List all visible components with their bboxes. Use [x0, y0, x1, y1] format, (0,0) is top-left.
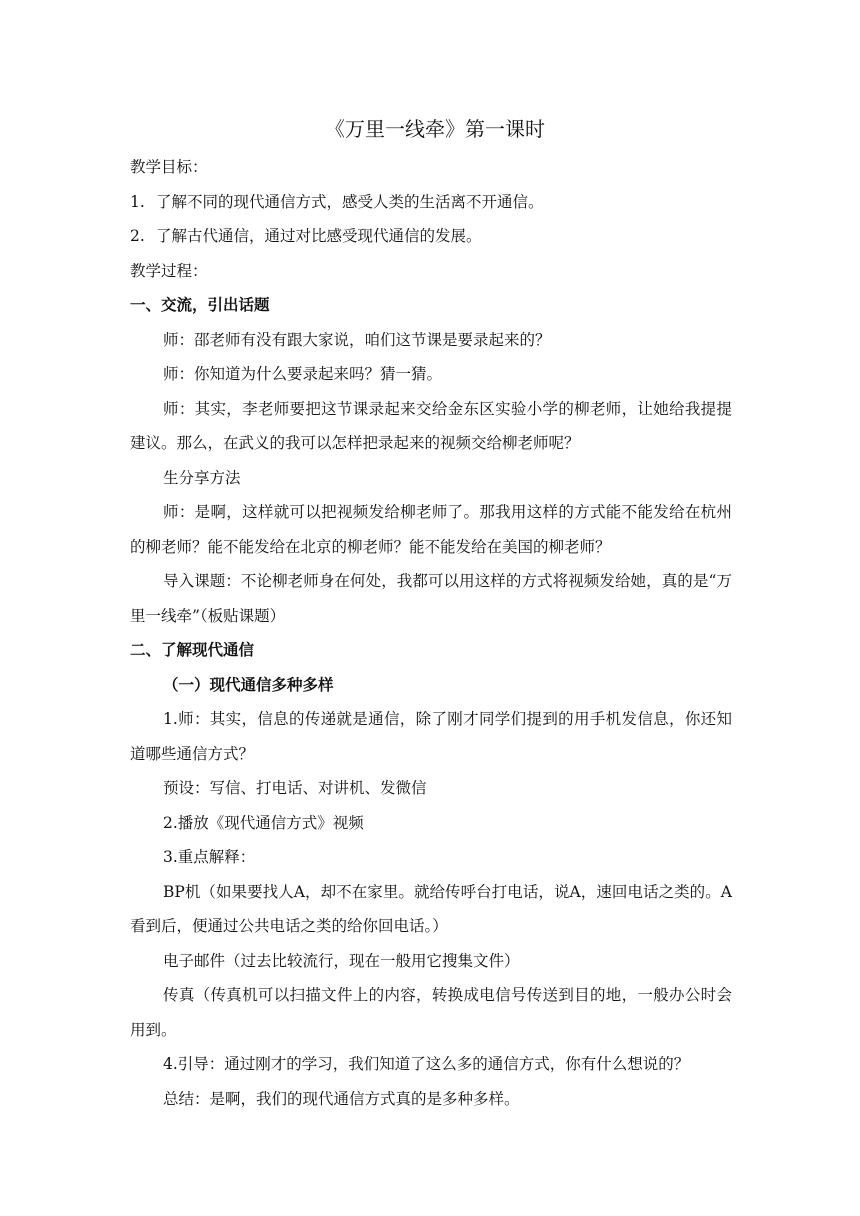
- objective-item-1: [130, 185, 732, 220]
- objective-item-2: [130, 219, 732, 254]
- paragraph: 师：你知道为什么要录起来吗？猜一猜。: [163, 365, 443, 383]
- paragraph: 师：是啊，这样就可以把视频发给柳老师了。那我用这样的方式能不能发给在杭州的柳老师？能不能发给在北京的柳老师？能不能发给在美国的柳老师？: [130, 503, 732, 556]
- objective-text: 了解不同的现代通信方式，感受人类的生活离不开通信。: [156, 192, 544, 211]
- objective-number: 2.: [130, 227, 145, 245]
- paragraph: 1.师：其实，信息的传递就是通信，除了刚才同学们提到的用手机发信息，你还知道哪些通信方式？: [130, 710, 732, 763]
- objective-text: 了解古代通信，通过对比感受现代通信的发展。: [156, 227, 482, 245]
- subsection-heading: （一）现代通信多种多样: [163, 674, 334, 694]
- paragraph: 3.重点解释：: [163, 848, 256, 866]
- section-1-heading: 一、交流，引出话题: [130, 295, 270, 314]
- paragraph: 生分享方法: [163, 468, 241, 487]
- process-label: 教学过程：: [130, 261, 208, 280]
- paragraph: 4.引导：通过刚才的学习，我们知道了这么多的通信方式，你有什么想说的？: [163, 1055, 690, 1073]
- objective-number: 1.: [130, 192, 145, 211]
- paragraph: 师：其实，李老师要把这节课录起来交给金东区实验小学的柳老师，让她给我提提建议。那么，在武义的我可以怎样把录起来的视频交给柳老师呢？: [130, 399, 732, 452]
- section-2-heading: 二、了解现代通信: [130, 640, 255, 659]
- paragraph: 传真（传真机可以扫描文件上的内容，转换成电信号传送到目的地，一般办公时会用到。: [130, 986, 732, 1039]
- document-page: [130, 112, 732, 1116]
- document-title: 《万里一线牵》第一课时: [325, 117, 545, 141]
- paragraph: 总结：是啊，我们的现代通信方式真的是多种多样。: [163, 1089, 520, 1108]
- paragraph: 师：邵老师有没有跟大家说，咱们这节课是要录起来的？: [163, 330, 551, 349]
- paragraph: BP机（如果要找人A，却不在家里。就给传呼台打电话，说A，速回电话之类的。A看到后，便通过公共电话之类的给你回电话。）: [130, 882, 732, 935]
- paragraph: 电子邮件（过去比较流行，现在一般用它搜集文件）: [163, 951, 520, 970]
- paragraph: 导入课题：不论柳老师身在何处，我都可以用这样的方式将视频发给她，真的是“万里一线牵”（板贴课题）: [130, 572, 732, 625]
- paragraph: 2.播放《现代通信方式》视频: [163, 813, 364, 832]
- paragraph: 预设：写信、打电话、对讲机、发微信: [163, 779, 427, 797]
- objectives-label: 教学目标：: [130, 158, 208, 176]
